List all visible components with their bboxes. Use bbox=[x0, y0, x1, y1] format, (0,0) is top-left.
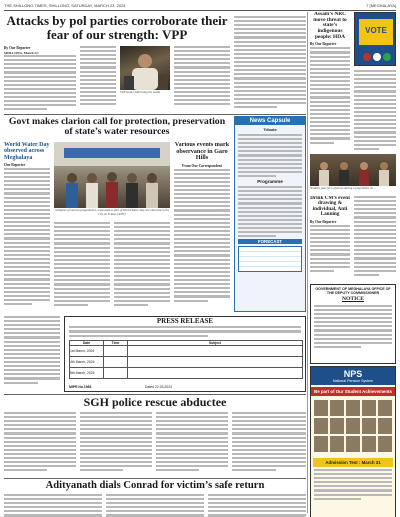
news-capsule-title: News Capsule bbox=[235, 117, 305, 125]
forecast-heading: FORECAST bbox=[238, 239, 302, 244]
pr-header-date: Date bbox=[70, 340, 104, 345]
right-col-text-1 bbox=[354, 70, 396, 152]
lead-photo-caption: VPP leader addressing the media bbox=[120, 90, 161, 94]
lead-photo-image bbox=[120, 46, 170, 90]
garo-hills-byline: From Our Correspondent bbox=[182, 163, 222, 168]
press-release-mipr: MIPR No.1983 bbox=[69, 385, 92, 389]
govt-notice-title: NOTICE bbox=[341, 296, 365, 302]
vote-ad-text: VOTE bbox=[365, 26, 387, 35]
gmc-photo bbox=[310, 154, 396, 186]
nps-subtitle: National Pension System bbox=[332, 379, 374, 383]
gmc-caption: Students pass for a glorious during a programme on ... bbox=[310, 186, 376, 190]
garo-hills-col bbox=[174, 142, 230, 312]
pr-header-time: Time bbox=[104, 340, 128, 345]
pr-header-subject: Subject bbox=[128, 340, 303, 345]
third-story-col-4 bbox=[232, 412, 306, 476]
lead-photo bbox=[120, 46, 170, 90]
pr-row-date: 1st March, 2024 bbox=[70, 345, 104, 356]
drug-byline: By Our Reporter bbox=[310, 219, 337, 224]
pr-row-date: 8th March, 2024 bbox=[70, 367, 104, 378]
govt-notice-org: GOVERNMENT OF MEGHALAYA OFFICE OF THE DEPUTY COMMISSIONER bbox=[315, 287, 391, 295]
pr-row-date: 4th March, 2024 bbox=[70, 356, 104, 367]
water-day-photo bbox=[54, 142, 170, 208]
lead-byline: By Our Reporter bbox=[4, 46, 31, 50]
fourth-story-col-1 bbox=[4, 494, 102, 517]
drug-headline[interactable]: Drink CM’s event drawing & individual, Anti Lanning bbox=[310, 196, 350, 218]
nps-ad bbox=[310, 366, 396, 517]
table-row bbox=[70, 356, 303, 367]
left-bottom-col bbox=[4, 316, 60, 392]
vote-ad-graphic bbox=[355, 13, 396, 66]
vote-ad bbox=[354, 12, 396, 66]
lead-col-4 bbox=[234, 16, 306, 112]
water-day-col bbox=[4, 142, 50, 312]
third-story-col-2 bbox=[80, 412, 152, 476]
fourth-headline[interactable]: Adityanath dials Conrad for victim’s safe return bbox=[45, 480, 265, 491]
nps-header bbox=[311, 367, 395, 385]
water-day-photo-image bbox=[54, 142, 170, 208]
lead-col-1 bbox=[4, 46, 76, 112]
lead-col-1-text bbox=[4, 55, 76, 110]
nps-banner: Be part of Our Student Achievements bbox=[311, 387, 395, 396]
folio-left: THE SHILLONG TIMES, SHILLONG, SATURDAY, MARCH 23, 2024 bbox=[4, 3, 126, 8]
second-headline[interactable]: Govt makes clarion call for protection, preservation of state’s water resources bbox=[8, 116, 226, 138]
garo-hills-headline[interactable]: Various events mark observance in Garo Hills bbox=[174, 142, 230, 161]
right-column bbox=[310, 12, 396, 513]
assam-story bbox=[310, 12, 350, 152]
press-release-box bbox=[64, 316, 306, 392]
drug-story bbox=[310, 196, 350, 282]
water-day-byline: Our Reporter bbox=[4, 162, 26, 167]
gmc-photo-image bbox=[310, 154, 396, 186]
third-story-col-3 bbox=[156, 412, 228, 476]
page-folio bbox=[4, 3, 396, 11]
water-day-photo-caption: Glimpses of various programmes, organised as part of World Water Day are observed in the city on Friday. (ANN) bbox=[54, 208, 170, 216]
divider-3 bbox=[4, 478, 306, 479]
main-news-area bbox=[4, 12, 306, 513]
fourth-story-col-2 bbox=[106, 494, 204, 517]
table-row bbox=[70, 345, 303, 356]
forecast-table bbox=[238, 246, 302, 272]
lead-headline[interactable]: Attacks by pol parties corroborate their fear of our strength: VPP bbox=[6, 13, 228, 42]
fourth-story-col-3 bbox=[208, 494, 306, 517]
divider-1 bbox=[4, 114, 306, 115]
assam-byline: By Our Reporter bbox=[310, 42, 337, 47]
water-day-col-3 bbox=[114, 222, 170, 312]
nps-students-grid bbox=[312, 398, 396, 456]
nps-admission: Admission Test : March 31 bbox=[313, 458, 393, 467]
govt-notice bbox=[310, 284, 396, 364]
table-row bbox=[70, 367, 303, 378]
right-column-rule bbox=[307, 12, 308, 513]
lead-col-3 bbox=[174, 46, 230, 112]
folio-right: 7 [MEGHALAYA] bbox=[366, 3, 396, 8]
press-release-table bbox=[69, 340, 303, 379]
nps-title: NPS bbox=[343, 369, 363, 379]
water-day-headline[interactable]: World Water Day observed across Meghalaya bbox=[4, 142, 50, 161]
third-headline[interactable]: SGH police rescue abductee bbox=[83, 395, 227, 409]
press-release-title: PRESS RELEASE bbox=[156, 317, 214, 325]
lead-col-2 bbox=[80, 46, 116, 112]
press-release-date: Dated 22.03.2024 bbox=[145, 385, 172, 389]
assam-headline[interactable]: Assam’s NRC move threat to state’s indigenous people: HDA bbox=[313, 12, 347, 40]
water-day-col-2 bbox=[54, 222, 110, 312]
news-capsule-tag: Tribute bbox=[263, 127, 277, 132]
lead-dateline: SHILLONG, March 22: bbox=[4, 51, 39, 55]
programme-heading: Programme bbox=[257, 179, 283, 185]
third-story-col-1 bbox=[4, 412, 76, 476]
right-col-text-2 bbox=[354, 196, 396, 282]
news-capsule-box bbox=[234, 116, 306, 312]
